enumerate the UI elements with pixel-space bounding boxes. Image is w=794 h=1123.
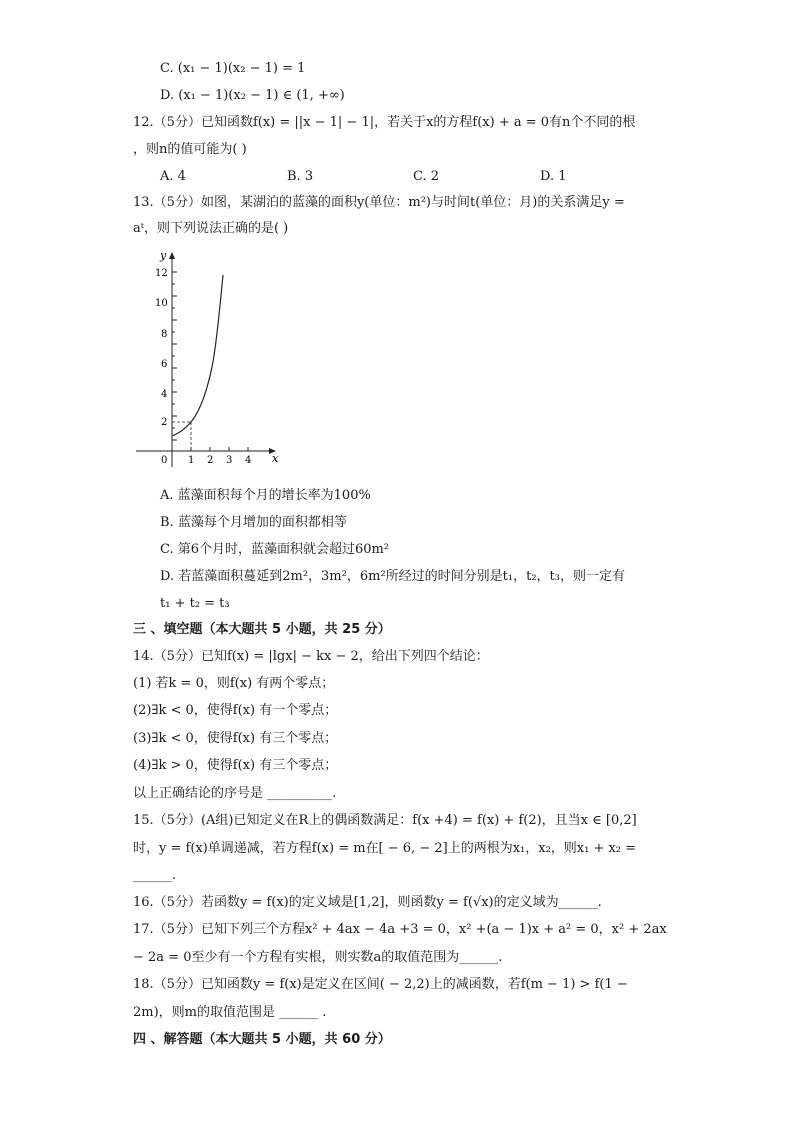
q14-conclusion-1: (1) 若k = 0，则f(x) 有两个零点； (133, 676, 335, 691)
q17-stem-line1: 17.（5分）已知下列三个方程x² + 4ax − 4a +3 = 0，x² +(a − 1)x + a² = 0，x² + 2ax (133, 922, 667, 937)
y-tick-10: 10 (155, 298, 168, 309)
exponential-graph-figure (130, 245, 290, 470)
q15-stem-line1: 15.（5分）(A组)已知定义在R上的偶函数满足：f(x +4) = f(x) + f(2)，且当x ∈ [0,2] (133, 813, 637, 828)
q12-option-c: C. 2 (413, 169, 440, 184)
q17-stem-line2: − 2a = 0至少有一个方程有实根，则实数a的取值范围为______. (133, 950, 503, 965)
x-ticks (191, 447, 248, 451)
q13-option-d-line1: D. 若蓝藻面积蔓延到2m²，3m²，6m²所经过的时间分别是t₁，t₂，t₃，则一定有 (160, 569, 625, 584)
origin-label: 0 (161, 455, 168, 466)
q14-ask: 以上正确结论的序号是 __________. (133, 786, 337, 801)
q12-stem-line1: 12.（5分）已知函数f(x) = ||x − 1| − 1|，若关于x的方程f(x) + a = 0有n个不同的根 (133, 115, 636, 130)
x-tick-1: 1 (188, 455, 195, 466)
q14-conclusion-2: (2)∃k < 0，使得f(x) 有一个零点； (133, 703, 338, 718)
q12-option-a: A. 4 (160, 169, 186, 184)
q11-option-c: C. (x₁ − 1)(x₂ − 1) = 1 (160, 61, 306, 76)
q14-conclusion-4: (4)∃k > 0，使得f(x) 有三个零点； (133, 758, 338, 773)
q14-conclusion-3: (3)∃k < 0，使得f(x) 有三个零点； (133, 731, 338, 746)
y-tick-12: 12 (155, 268, 168, 279)
y-tick-4: 4 (161, 389, 168, 400)
q18-stem-line1: 18.（5分）已知函数y = f(x)是定义在区间( − 2,2)上的减函数，若f(m − 1) > f(1 − (133, 977, 628, 992)
section-4-title: 四 、解答题（本大题共 5 小题，共 60 分） (133, 1032, 391, 1047)
q12-stem-line2: ，则n的值可能为( ) (133, 142, 247, 157)
q12-option-b: B. 3 (287, 169, 314, 184)
q13-stem-line2: aᵗ，则下列说法正确的是( ) (133, 221, 289, 236)
y-tick-6: 6 (161, 359, 168, 370)
q14-stem: 14.（5分）已知f(x) = |lgx| − kx − 2，给出下列四个结论： (133, 649, 489, 664)
q13-option-b: B. 蓝藻每个月增加的面积都相等 (160, 515, 347, 530)
q11-option-d: D. (x₁ − 1)(x₂ − 1) ∈ (1, +∞) (160, 88, 345, 103)
x-tick-3: 3 (226, 455, 233, 466)
q13-stem-line1: 13.（5分）如图，某湖泊的蓝藻的面积y(单位：m²)与时间t(单位：月)的关系满足y = (133, 195, 625, 210)
y-axis-label: y (160, 249, 167, 262)
q13-option-a: A. 蓝藻面积每个月的增长率为100% (160, 488, 371, 503)
x-tick-2: 2 (207, 455, 214, 466)
q15-answer-blank: ______. (133, 868, 177, 883)
q18-stem-line2: 2m)，则m的取值范围是 ______ . (133, 1005, 327, 1020)
y-ticks (172, 272, 177, 440)
y-tick-8: 8 (161, 329, 168, 340)
section-3-title: 三 、填空题（本大题共 5 小题，共 25 分） (133, 622, 391, 637)
q16-stem: 16.（5分）若函数y = f(x)的定义域是[1,2]，则函数y = f(√x)的定义域为______. (133, 895, 602, 910)
q15-stem-line2: 时，y = f(x)单调递减，若方程f(x) = m在[ − 6, − 2]上的两根为x₁，x₂，则x₁ + x₂ = (133, 841, 637, 856)
q12-option-d: D. 1 (540, 169, 567, 184)
q13-option-d-line2: t₁ + t₂ = t₃ (160, 596, 230, 611)
x-axis-label: x (272, 452, 279, 465)
exponential-curve (172, 275, 223, 436)
x-tick-4: 4 (245, 455, 252, 466)
q13-option-c: C. 第6个月时，蓝藻面积就会超过60m² (160, 542, 390, 557)
y-tick-2: 2 (161, 417, 168, 428)
